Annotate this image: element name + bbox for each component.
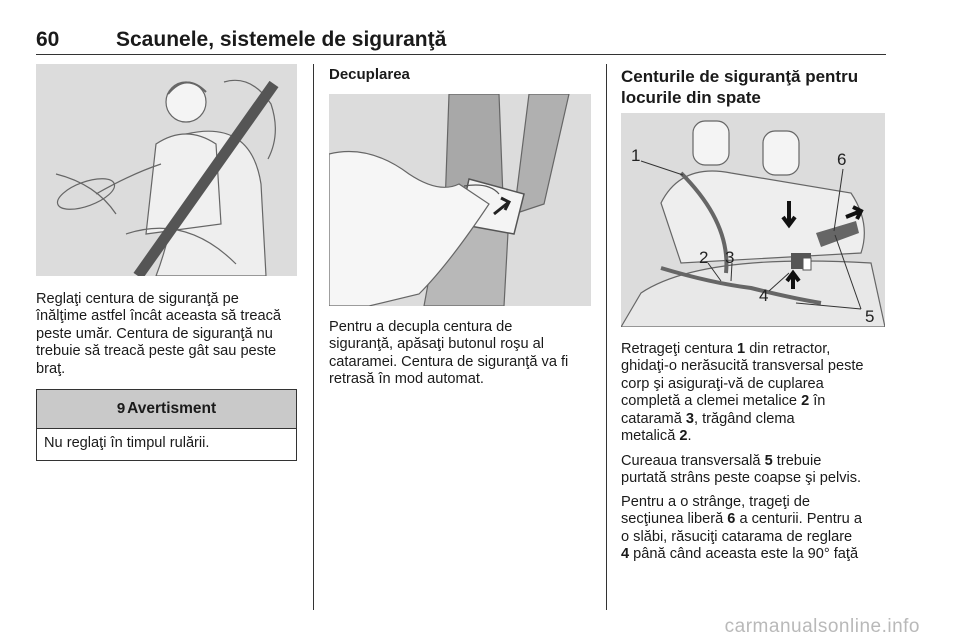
heading-line: locurile din spate [621,88,761,107]
rear-belt-paragraph-3 [621,494,891,564]
heading-line: Centurile de siguranţă pentru [621,67,859,86]
text-line: 4 până când aceasta este la 90° faţă [621,546,859,563]
text-line: purtată strâns peste coapse şi pelvis. [621,470,862,487]
driver-seatbelt-illustration-icon [36,64,297,276]
warning-box [36,389,297,461]
text-line: completă a clemei metalice 2 în [621,393,826,410]
text-line: o slăbi, răsuciţi catarama de reglare [621,528,853,545]
text-line: retrasă în mod automat. [329,371,484,388]
column-divider [313,64,314,610]
buckle-release-illustration-icon [329,94,591,306]
chapter-title: Scaunele, sistemele de siguranţă [116,28,447,51]
warning-text: Nu reglaţi în timpul rulării. [44,435,210,451]
page-header [36,28,886,55]
rear-belt-paragraph-1 [621,341,891,445]
section-heading: Decuplarea [329,66,410,83]
text-line: ghidaţi-o nerăsucită transversal peste [621,358,864,375]
warning-title: Avertisment [127,400,217,417]
page-number: 60 [36,28,60,51]
text-line: Cureaua transversală 5 trebuie [621,453,822,469]
text-line: cataramei. Centura de siguranţă va fi [329,353,569,370]
callout-label: 4 [759,286,769,305]
watermark: carmanualsonline.info [724,616,920,637]
text-line: Pentru a o strânge, trageţi de [621,494,811,510]
callout-label: 2 [699,248,709,267]
text-line: secţiunea liberă 6 a centurii. Pentru a [621,511,862,528]
warning-header [37,390,296,429]
callout-label: 1 [631,146,641,165]
callout-label: 6 [837,150,847,169]
text-line: siguranţă, apăsaţi butonul roşu al [329,336,544,353]
column-divider [606,64,607,610]
callout-label: 3 [725,248,735,267]
text-line: peste umăr. Centura de siguranţă nu [36,325,273,342]
text-line: Retrageţi centura 1 din retractor, [621,341,831,357]
text-line: Pentru a decupla centura de [329,319,513,335]
rear-belt-paragraph-2 [621,453,891,488]
text-line: metalică 2. [621,428,692,445]
section-heading [621,66,858,108]
text-line: corp şi asiguraţi-vă de cuplarea [621,375,824,392]
text-line: braţ. [36,360,66,377]
callout-label: 5 [865,307,875,326]
seatbelt-adjust-paragraph [36,291,304,378]
unbuckle-paragraph [329,319,599,389]
text-line: cataramă 3, trăgând clema [621,410,795,427]
text-line: trebuie să treacă peste gât sau peste [36,343,277,360]
text-line: înălţime astfel încât aceasta să treacă [36,308,281,325]
text-line: Reglaţi centura de siguranţă pe [36,291,239,307]
rear-seatbelt-diagram-icon [621,113,885,327]
warning-icon: 9 [116,400,126,417]
